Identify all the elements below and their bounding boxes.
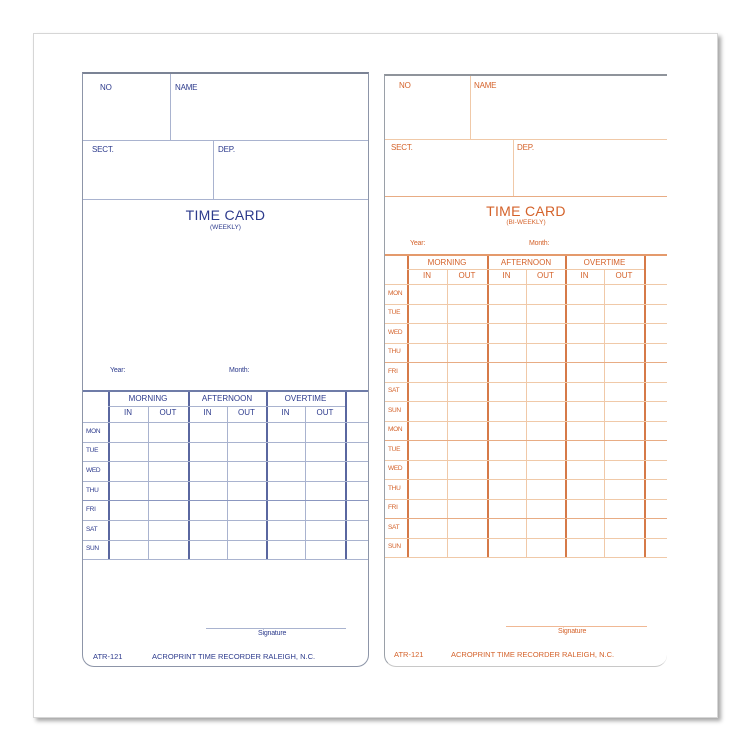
punch-cell[interactable] — [306, 462, 344, 480]
punch-cell[interactable] — [488, 422, 525, 440]
punch-cell[interactable] — [527, 363, 564, 381]
column-group-afternoon: AFTERNOON — [500, 258, 552, 267]
punch-cell[interactable] — [488, 539, 525, 557]
punch-cell[interactable] — [527, 305, 564, 323]
weekly-time-card — [82, 72, 369, 667]
column-out: OUT — [316, 408, 334, 417]
divider — [345, 392, 347, 559]
punch-cell[interactable] — [527, 324, 564, 342]
punch-cell[interactable] — [149, 482, 187, 500]
column-group-overtime: OVERTIME — [583, 258, 626, 267]
punch-cell[interactable] — [488, 402, 525, 420]
column-group-afternoon: AFTERNOON — [201, 394, 253, 403]
punch-cell[interactable] — [448, 344, 486, 362]
column-in: IN — [423, 271, 431, 280]
punch-cell[interactable] — [566, 383, 603, 401]
grid-top-rule — [385, 254, 667, 256]
no-label: NO — [100, 83, 112, 92]
punch-cell[interactable] — [566, 519, 603, 537]
punch-cell[interactable] — [267, 521, 304, 539]
punch-cell[interactable] — [605, 422, 643, 440]
punch-cell[interactable] — [408, 539, 446, 557]
signature-label: Signature — [558, 628, 587, 635]
punch-cell[interactable] — [408, 500, 446, 518]
punch-cell[interactable] — [306, 521, 344, 539]
punch-cell[interactable] — [527, 519, 564, 537]
grid-top-rule — [83, 390, 368, 392]
day-label-tue: TUE — [388, 445, 401, 453]
punch-cell[interactable] — [488, 363, 525, 381]
punch-cell[interactable] — [408, 324, 446, 342]
day-label-wed: WED — [388, 328, 403, 336]
punch-cell[interactable] — [267, 423, 304, 441]
punch-cell[interactable] — [228, 541, 265, 559]
punch-cell[interactable] — [566, 461, 603, 479]
punch-cell[interactable] — [109, 541, 147, 559]
punch-cell[interactable] — [228, 423, 265, 441]
signature-line[interactable] — [506, 626, 647, 627]
no-label: NO — [399, 81, 411, 90]
divider — [83, 140, 368, 141]
punch-cell[interactable] — [189, 423, 226, 441]
punch-cell[interactable] — [448, 539, 486, 557]
day-label-sun: SUN — [388, 543, 401, 551]
column-in: IN — [281, 408, 290, 417]
column-out: OUT — [537, 271, 554, 280]
no-field[interactable] — [84, 92, 169, 139]
punch-cell[interactable] — [566, 285, 603, 303]
punch-cell[interactable] — [408, 461, 446, 479]
day-label-sat: SAT — [86, 525, 98, 533]
punch-cell[interactable] — [228, 501, 265, 519]
punch-cell[interactable] — [267, 501, 304, 519]
punch-cell[interactable] — [189, 541, 226, 559]
punch-cell[interactable] — [605, 461, 643, 479]
column-in: IN — [124, 408, 132, 417]
divider — [385, 139, 667, 140]
day-label-tue: TUE — [388, 309, 401, 317]
punch-cell[interactable] — [488, 383, 525, 401]
punch-cell[interactable] — [448, 324, 486, 342]
punch-cell[interactable] — [605, 383, 643, 401]
punch-cell[interactable] — [448, 519, 486, 537]
punch-cell[interactable] — [566, 344, 603, 362]
card-title: TIME CARD — [486, 203, 566, 219]
punch-cell[interactable] — [228, 482, 265, 500]
day-label-mon: MON — [86, 427, 101, 435]
punch-cell[interactable] — [408, 344, 446, 362]
signature-label: Signature — [258, 630, 287, 637]
punch-cell[interactable] — [488, 519, 525, 537]
day-label-sun: SUN — [86, 545, 99, 553]
row-divider — [83, 559, 368, 560]
divider — [108, 406, 345, 407]
punch-cell[interactable] — [448, 383, 486, 401]
dep-label: DEP. — [517, 143, 534, 152]
punch-cell[interactable] — [488, 324, 525, 342]
no-field[interactable] — [386, 92, 469, 138]
punch-cell[interactable] — [306, 541, 344, 559]
punch-cell[interactable] — [448, 402, 486, 420]
column-out: OUT — [159, 408, 177, 417]
day-label-sat: SAT — [388, 523, 400, 531]
punch-cell[interactable] — [149, 541, 187, 559]
form-code: ATR-121 — [394, 650, 424, 659]
column-group-morning: MORNING — [427, 258, 467, 267]
column-out: OUT — [458, 271, 476, 280]
punch-cell[interactable] — [408, 402, 446, 420]
divider — [407, 269, 644, 270]
punch-cell[interactable] — [605, 480, 643, 498]
punch-cell[interactable] — [527, 441, 564, 459]
punch-cell[interactable] — [267, 443, 304, 461]
day-label-thu: THU — [388, 484, 401, 492]
punch-cell[interactable] — [448, 461, 486, 479]
dep-field[interactable] — [214, 156, 367, 198]
punch-cell[interactable] — [109, 423, 147, 441]
day-label-wed: WED — [388, 465, 403, 473]
name-field[interactable] — [471, 92, 666, 138]
punch-cell[interactable] — [605, 539, 643, 557]
punch-cell[interactable] — [149, 521, 187, 539]
day-label-fri: FRI — [86, 506, 96, 514]
punch-cell[interactable] — [605, 363, 643, 381]
punch-cell[interactable] — [149, 423, 187, 441]
punch-cell[interactable] — [408, 305, 446, 323]
sect-label: SECT. — [391, 143, 413, 152]
punch-cell[interactable] — [566, 324, 603, 342]
punch-cell[interactable] — [448, 500, 486, 518]
column-in: IN — [203, 408, 212, 417]
column-group-morning: MORNING — [128, 394, 168, 403]
punch-cell[interactable] — [448, 441, 486, 459]
punch-cell[interactable] — [149, 443, 187, 461]
month-label: Month: — [529, 240, 550, 247]
sect-field[interactable] — [84, 156, 212, 198]
punch-cell[interactable] — [566, 500, 603, 518]
punch-cell[interactable] — [408, 285, 446, 303]
divider — [83, 199, 368, 200]
punch-cell[interactable] — [267, 462, 304, 480]
punch-cell[interactable] — [488, 305, 525, 323]
punch-cell[interactable] — [605, 285, 643, 303]
dep-label: DEP. — [218, 145, 235, 154]
column-in: IN — [502, 271, 511, 280]
manufacturer-text: ACROPRINT TIME RECORDER RALEIGH, N.C. — [152, 652, 316, 661]
punch-cell[interactable] — [306, 482, 344, 500]
name-label: NAME — [474, 81, 497, 90]
day-label-sun: SUN — [388, 406, 401, 414]
card-subtitle: (WEEKLY) — [210, 224, 241, 231]
punch-cell[interactable] — [228, 443, 265, 461]
day-label-thu: THU — [86, 486, 99, 494]
punch-cell[interactable] — [189, 482, 226, 500]
punch-cell[interactable] — [605, 441, 643, 459]
punch-cell[interactable] — [448, 363, 486, 381]
punch-cell[interactable] — [189, 443, 226, 461]
punch-cell[interactable] — [408, 363, 446, 381]
biweekly-time-card — [384, 74, 667, 667]
dep-field[interactable] — [514, 154, 666, 195]
day-label-wed: WED — [86, 467, 101, 474]
punch-cell[interactable] — [306, 501, 344, 519]
punch-cell[interactable] — [306, 443, 344, 461]
day-label-fri: FRI — [388, 367, 398, 375]
punch-cell[interactable] — [605, 500, 643, 518]
punch-cell[interactable] — [527, 480, 564, 498]
punch-cell[interactable] — [566, 422, 603, 440]
punch-cell[interactable] — [527, 461, 564, 479]
punch-cell[interactable] — [306, 423, 344, 441]
row-divider — [385, 557, 667, 558]
punch-cell[interactable] — [527, 539, 564, 557]
punch-cell[interactable] — [488, 500, 525, 518]
punch-cell[interactable] — [566, 305, 603, 323]
name-field[interactable] — [171, 76, 367, 139]
punch-cell[interactable] — [228, 462, 265, 480]
punch-cell[interactable] — [149, 462, 187, 480]
punch-cell[interactable] — [189, 521, 226, 539]
punch-cell[interactable] — [566, 539, 603, 557]
punch-cell[interactable] — [189, 501, 226, 519]
punch-cell[interactable] — [488, 461, 525, 479]
punch-cell[interactable] — [566, 402, 603, 420]
punch-cell[interactable] — [527, 422, 564, 440]
punch-cell[interactable] — [566, 480, 603, 498]
name-label: NAME — [175, 83, 198, 92]
punch-cell[interactable] — [267, 541, 304, 559]
punch-cell[interactable] — [527, 285, 564, 303]
form-code: ATR-121 — [93, 652, 123, 661]
divider — [385, 196, 667, 197]
punch-cell[interactable] — [527, 344, 564, 362]
punch-cell[interactable] — [109, 462, 147, 480]
day-label-tue: TUE — [86, 447, 99, 455]
punch-cell[interactable] — [109, 501, 147, 519]
divider — [644, 256, 646, 557]
punch-cell[interactable] — [228, 521, 265, 539]
signature-line[interactable] — [206, 628, 346, 629]
punch-cell[interactable] — [527, 500, 564, 518]
punch-cell[interactable] — [605, 324, 643, 342]
punch-cell[interactable] — [488, 344, 525, 362]
year-label: Year: — [410, 240, 426, 247]
punch-cell[interactable] — [408, 422, 446, 440]
punch-cell[interactable] — [566, 363, 603, 381]
card-subtitle: (BI-WEEKLY) — [506, 219, 546, 226]
year-label: Year: — [110, 367, 126, 374]
punch-cell[interactable] — [109, 482, 147, 500]
column-out: OUT — [238, 408, 255, 417]
day-label-sat: SAT — [388, 387, 400, 395]
punch-cell[interactable] — [488, 441, 525, 459]
sect-label: SECT. — [92, 145, 114, 154]
punch-cell[interactable] — [566, 441, 603, 459]
column-out: OUT — [615, 271, 633, 280]
punch-cell[interactable] — [448, 285, 486, 303]
sect-field[interactable] — [386, 154, 512, 195]
punch-cell[interactable] — [488, 285, 525, 303]
punch-cell[interactable] — [527, 402, 564, 420]
punch-cell[interactable] — [448, 305, 486, 323]
punch-cell[interactable] — [267, 482, 304, 500]
day-label-thu: THU — [388, 348, 401, 356]
manufacturer-text: ACROPRINT TIME RECORDER RALEIGH, N.C. — [451, 650, 615, 659]
punch-cell[interactable] — [605, 305, 643, 323]
punch-cell[interactable] — [448, 480, 486, 498]
punch-cell[interactable] — [408, 383, 446, 401]
punch-cell[interactable] — [527, 383, 564, 401]
punch-cell[interactable] — [109, 443, 147, 461]
day-label-mon: MON — [388, 289, 403, 297]
punch-cell[interactable] — [605, 344, 643, 362]
punch-cell[interactable] — [149, 501, 187, 519]
punch-cell[interactable] — [408, 480, 446, 498]
day-label-fri: FRI — [388, 504, 398, 512]
punch-cell[interactable] — [448, 422, 486, 440]
punch-cell[interactable] — [408, 441, 446, 459]
punch-cell[interactable] — [488, 480, 525, 498]
column-in: IN — [580, 271, 589, 280]
column-group-overtime: OVERTIME — [284, 394, 327, 403]
month-label: Month: — [229, 367, 250, 374]
punch-cell[interactable] — [189, 462, 226, 480]
card-title: TIME CARD — [185, 207, 266, 223]
punch-cell[interactable] — [408, 519, 446, 537]
day-label-mon: MON — [388, 426, 403, 434]
punch-cell[interactable] — [605, 402, 643, 420]
punch-cell[interactable] — [109, 521, 147, 539]
punch-cell[interactable] — [605, 519, 643, 537]
